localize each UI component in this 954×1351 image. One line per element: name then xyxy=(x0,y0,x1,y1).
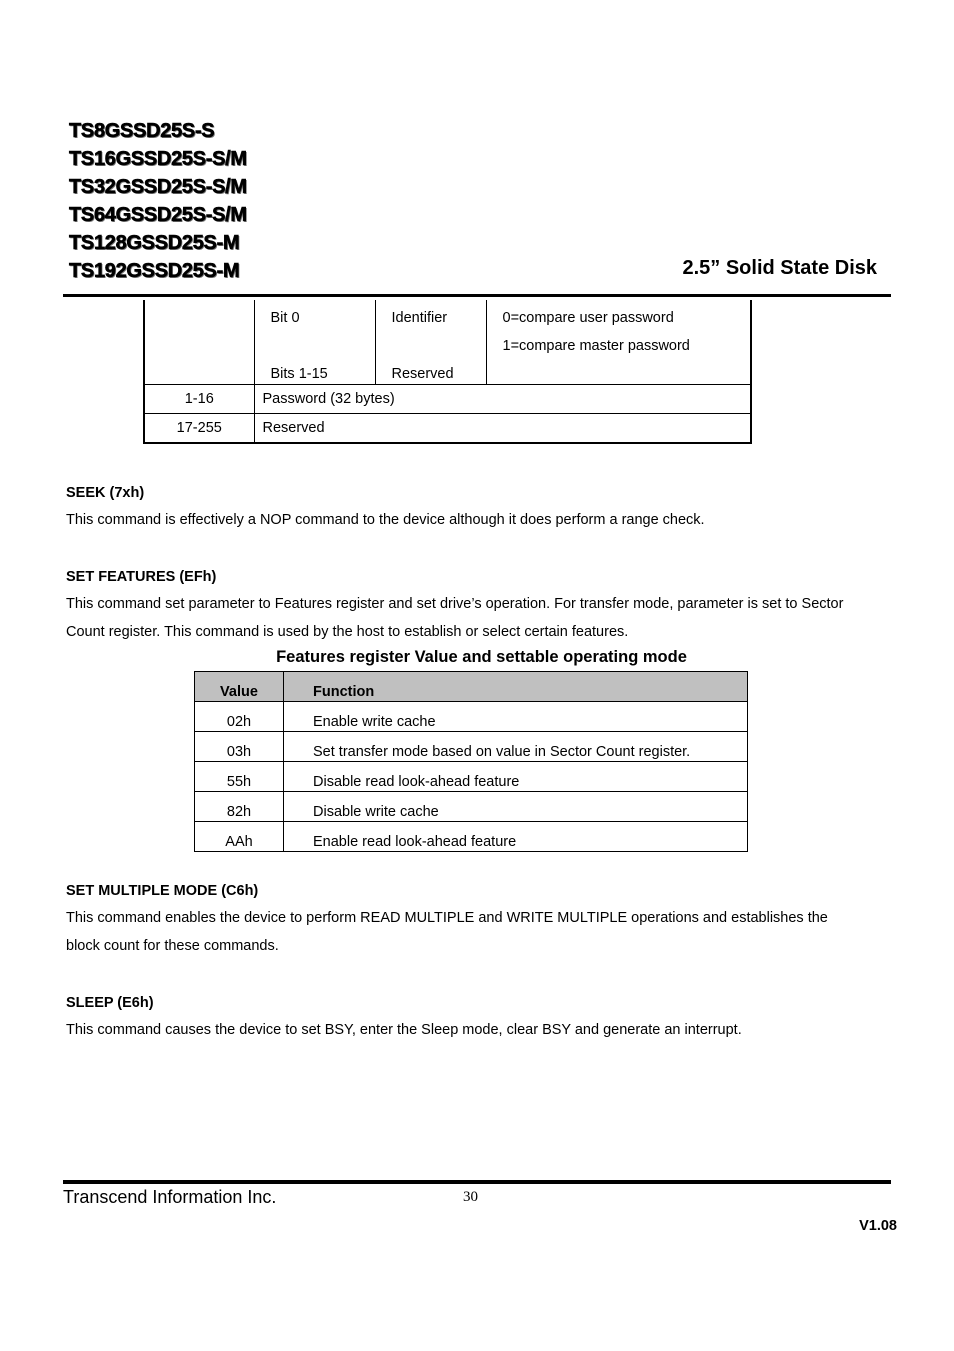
table-cell: Password (32 bytes) xyxy=(254,385,751,414)
model-name: TS32GSSD25S-S/M xyxy=(69,176,247,198)
table-row xyxy=(195,822,748,852)
text-line: This command set parameter to Features register and set drive’s operation. For transfer mode, parameter is set to Sector xyxy=(66,596,844,612)
table-cell: 82h xyxy=(195,792,284,822)
table-cell: AAh xyxy=(195,822,284,852)
section-heading-seek: SEEK (7xh) xyxy=(66,485,145,501)
model-name: TS128GSSD25S-M xyxy=(69,232,240,254)
table-cell: 17-255 xyxy=(144,414,254,444)
table-cell: 1-16 xyxy=(144,385,254,414)
table-cell: Enable write cache xyxy=(284,702,748,732)
model-name: TS64GSSD25S-S/M xyxy=(69,204,247,226)
table-cell: Reserved xyxy=(254,414,751,444)
table-cell xyxy=(375,300,486,385)
table-cell xyxy=(486,300,751,385)
version-label: V1.08 xyxy=(859,1218,897,1234)
cell-text: Reserved xyxy=(391,366,454,382)
cell-text: 1=compare master password xyxy=(502,338,690,354)
document-title: 2.5” Solid State Disk xyxy=(682,257,877,279)
model-name: TS8GSSD25S-S xyxy=(69,120,215,142)
table-cell: Disable write cache xyxy=(284,792,748,822)
table-row xyxy=(144,414,751,444)
cell-text: 0=compare user password xyxy=(502,310,674,326)
cell-text: Identifier xyxy=(391,310,448,326)
table-cell: Enable read look-ahead feature xyxy=(284,822,748,852)
table-cell xyxy=(254,300,375,385)
footer-divider xyxy=(63,1180,891,1184)
column-header-value: Value xyxy=(195,672,284,702)
section-text-set-features xyxy=(66,590,906,646)
password-table xyxy=(143,300,752,444)
section-text-seek: This command is effectively a NOP command to the device although it does perform a range check. xyxy=(66,512,705,528)
table-cell: 02h xyxy=(195,702,284,732)
model-name: TS192GSSD25S-M xyxy=(69,260,240,282)
table-row xyxy=(195,732,748,762)
model-list xyxy=(69,117,247,285)
section-heading-set-multiple: SET MULTIPLE MODE (C6h) xyxy=(66,883,259,899)
model-name: TS16GSSD25S-S/M xyxy=(69,148,247,170)
table-row xyxy=(144,385,751,414)
section-text-sleep: This command causes the device to set BSY, enter the Sleep mode, clear BSY and generate an interrupt. xyxy=(66,1022,742,1038)
table-row xyxy=(144,300,751,385)
table-cell: Set transfer mode based on value in Sector Count register. xyxy=(284,732,748,762)
company-name: Transcend Information Inc. xyxy=(63,1187,277,1207)
features-table-title: Features register Value and settable operating mode xyxy=(276,648,687,666)
section-text-set-multiple xyxy=(66,904,906,960)
table-cell: Disable read look-ahead feature xyxy=(284,762,748,792)
section-heading-sleep: SLEEP (E6h) xyxy=(66,995,154,1011)
cell-text: Bit 0 xyxy=(270,310,300,326)
section-heading-set-features: SET FEATURES (EFh) xyxy=(66,569,217,585)
table-cell: 03h xyxy=(195,732,284,762)
header-divider xyxy=(63,294,891,297)
text-line: Count register. This command is used by the host to establish or select certain features. xyxy=(66,624,629,640)
column-header-function: Function xyxy=(284,672,748,702)
table-row xyxy=(195,702,748,732)
table-cell xyxy=(144,300,254,385)
table-row xyxy=(195,762,748,792)
table-row xyxy=(195,792,748,822)
page-number: 30 xyxy=(463,1189,478,1205)
text-line: block count for these commands. xyxy=(66,938,279,954)
features-table xyxy=(194,671,748,852)
table-header-row xyxy=(195,672,748,702)
text-line: This command enables the device to perform READ MULTIPLE and WRITE MULTIPLE operations and establishes the xyxy=(66,910,828,926)
table-cell: 55h xyxy=(195,762,284,792)
cell-text: Bits 1-15 xyxy=(270,366,328,382)
